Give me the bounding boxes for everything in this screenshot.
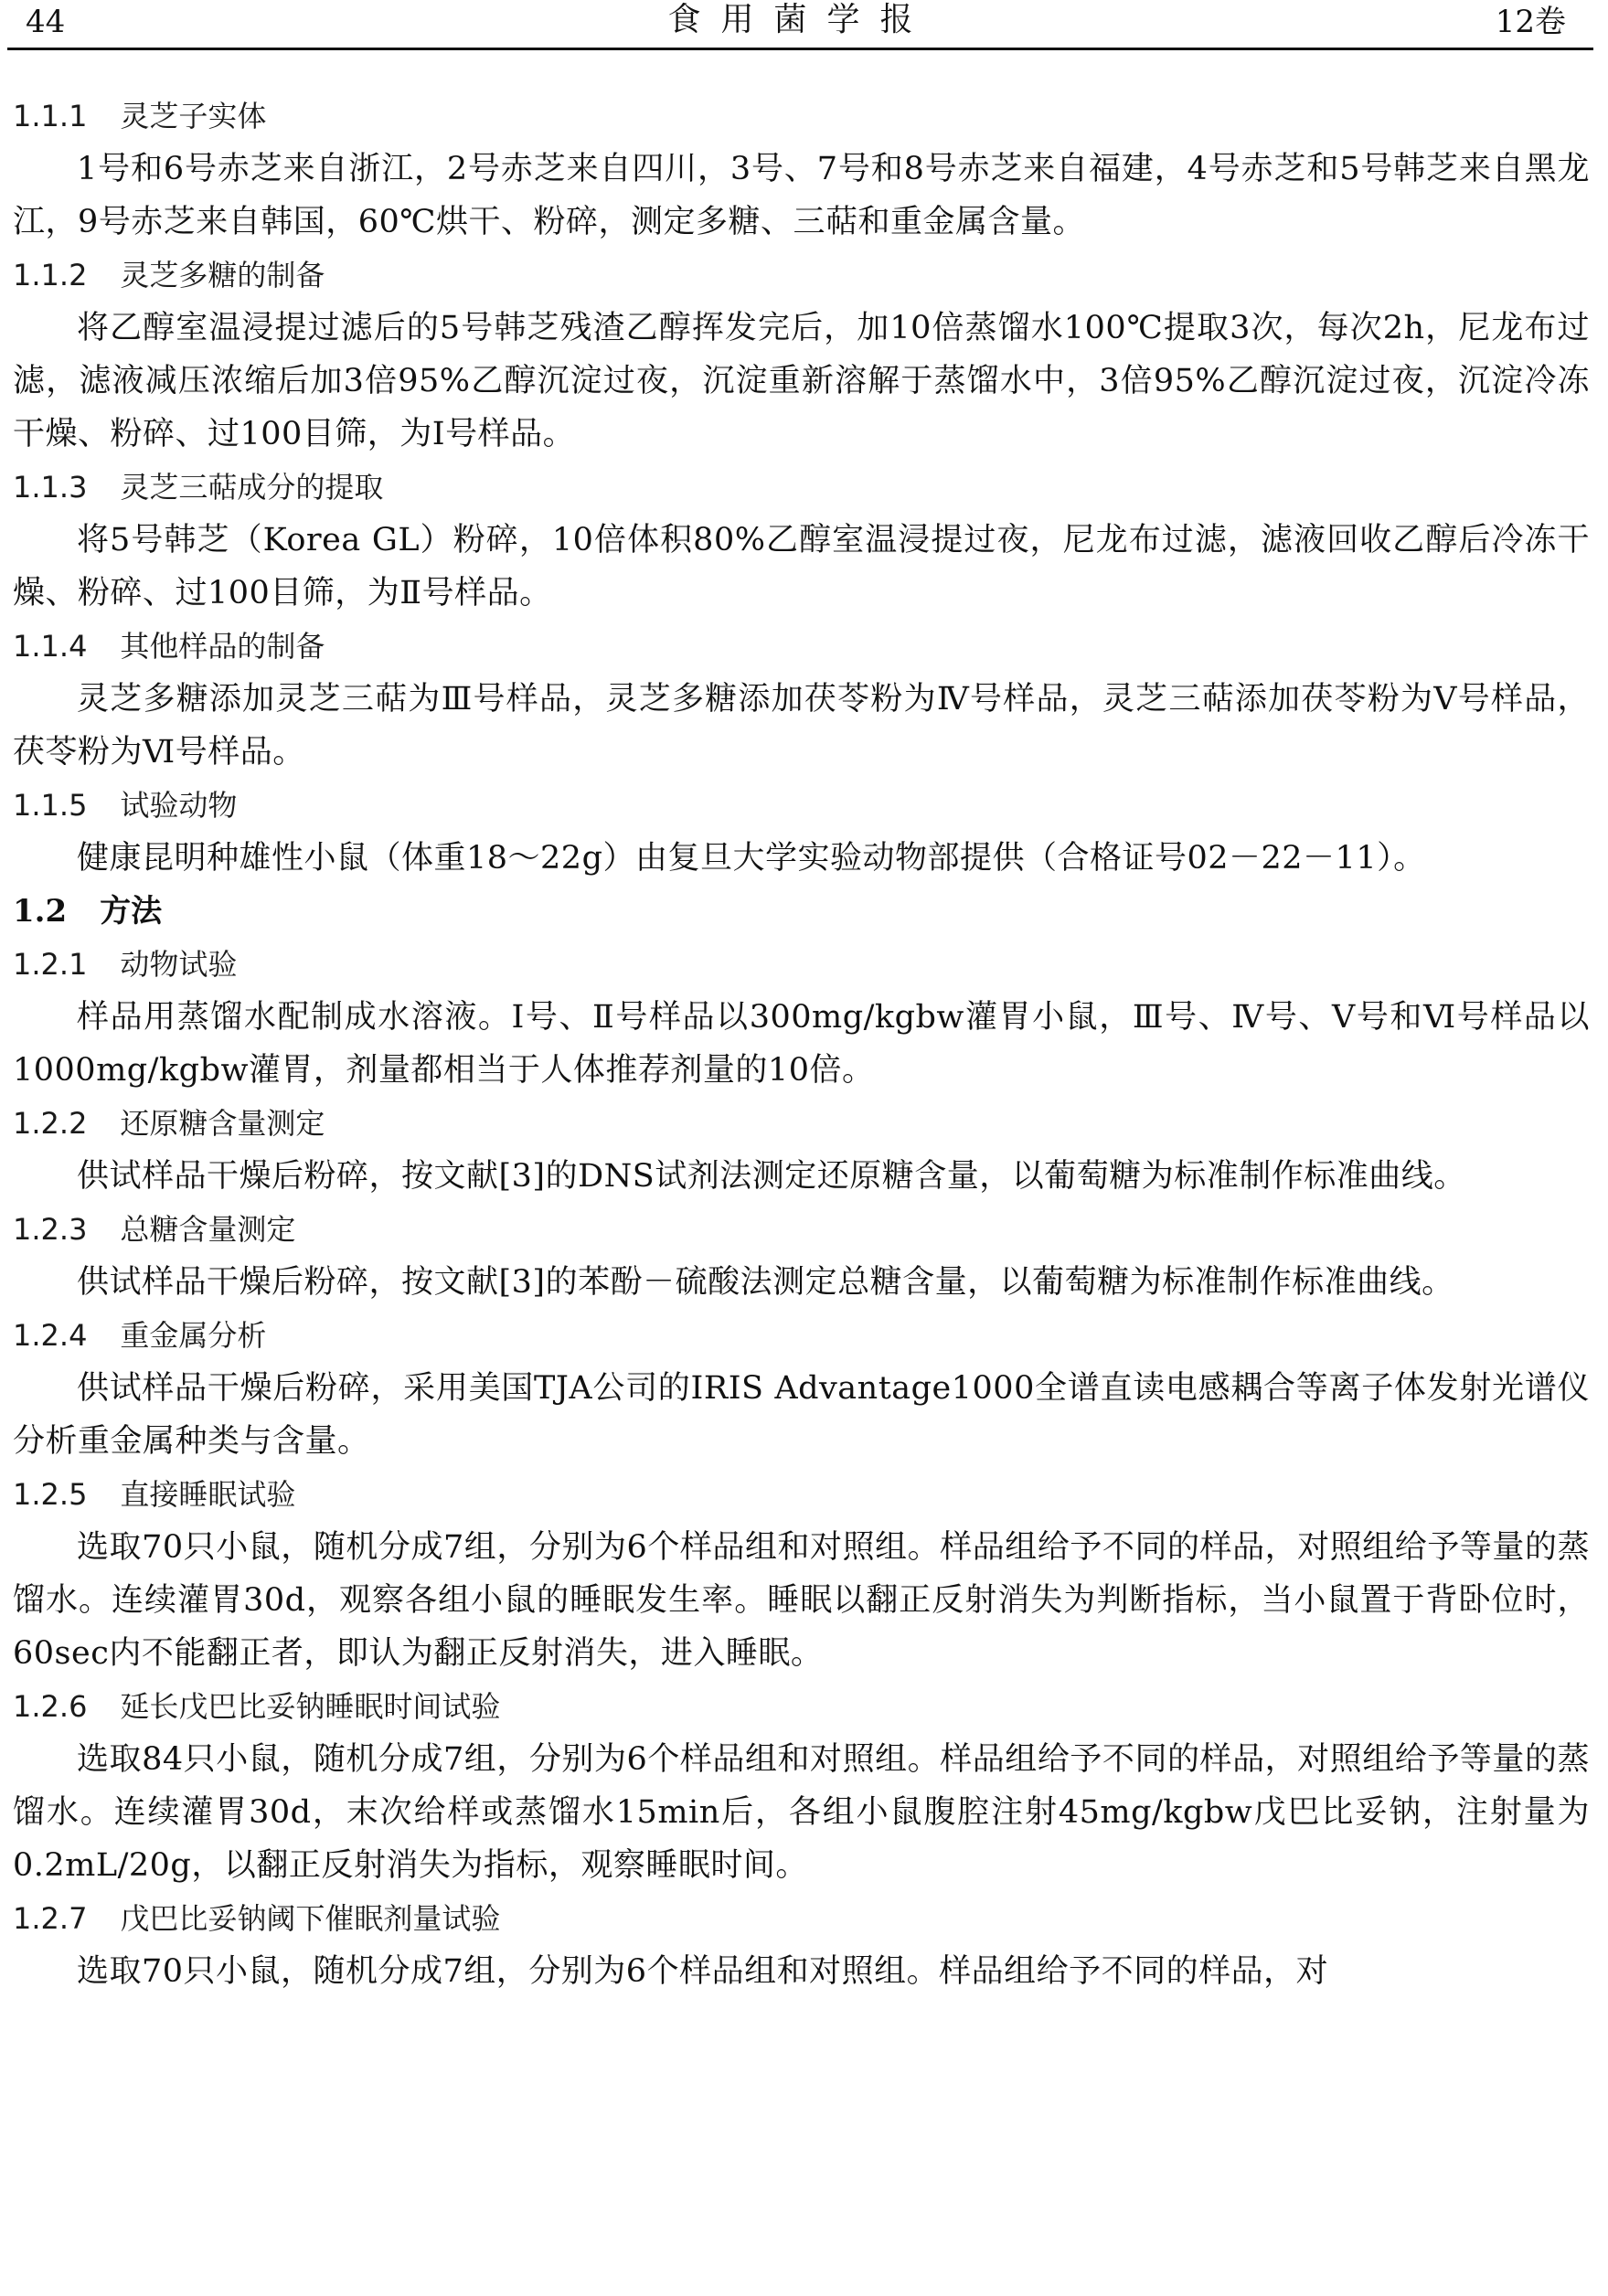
journal-title: 食用菌学报 xyxy=(667,1,933,38)
paragraph: 将乙醇室温浸提过滤后的5号韩芝残渣乙醇挥发完后，加10倍蒸馏水100℃提取3次，每次2h，尼龙布过滤，滤液减压浓缩后加3倍95%乙醇沉淀过夜，沉淀重新溶解于蒸馏水中，3倍95%乙醇沉淀过夜，沉淀冷冻干燥、粉碎、过100目筛，为Ⅰ号样品。 xyxy=(13,310,1590,452)
section-heading xyxy=(13,1680,1590,1733)
section-title: 直接睡眠试验 xyxy=(120,1477,296,1512)
header-rule xyxy=(7,48,1593,50)
section-heading xyxy=(13,1203,1590,1256)
section-title: 其他样品的制备 xyxy=(120,629,325,664)
section-number: 1.1.1 xyxy=(13,99,88,133)
section-title: 重金属分析 xyxy=(120,1318,267,1353)
section-heading xyxy=(13,1097,1590,1150)
paragraph: 灵芝多糖添加灵芝三萜为Ⅲ号样品，灵芝多糖添加茯苓粉为Ⅳ号样品，灵芝三萜添加茯苓粉为Ⅴ号样品，茯苓粉为Ⅵ号样品。 xyxy=(13,681,1590,771)
section-title: 还原糖含量测定 xyxy=(120,1106,325,1141)
section-number: 1.2.4 xyxy=(13,1318,88,1353)
section-title: 灵芝子实体 xyxy=(120,99,267,133)
article-body xyxy=(13,90,1590,1998)
section-heading xyxy=(13,779,1590,832)
paragraph: 将5号韩芝（Korea GL）粉碎，10倍体积80%乙醇室温浸提过夜，尼龙布过滤，滤液回收乙醇后冷冻干燥、粉碎、过100目筛，为Ⅱ号样品。 xyxy=(13,522,1590,611)
paragraph: 选取70只小鼠，随机分成7组，分别为6个样品组和对照组。样品组给予不同的样品，对照组给予等量的蒸馏水。连续灌胃30d，观察各组小鼠的睡眠发生率。睡眠以翻正反射消失为判断指标，当小鼠置于背卧位时，60sec内不能翻正者，即认为翻正反射消失，进入睡眠。 xyxy=(13,1529,1590,1672)
section-title: 灵芝三萜成分的提取 xyxy=(120,470,384,505)
section-title: 试验动物 xyxy=(120,788,238,823)
paragraph: 供试样品干燥后粉碎，按文献[3]的DNS试剂法测定还原糖含量，以葡萄糖为标准制作标准曲线。 xyxy=(77,1158,1466,1195)
section-heading-major xyxy=(13,885,1590,938)
paragraph: 选取70只小鼠，随机分成7组，分别为6个样品组和对照组。样品组给予不同的样品，对 xyxy=(77,1953,1329,1990)
section-number: 1.2.1 xyxy=(13,947,88,982)
section-heading xyxy=(13,249,1590,302)
section-title: 方法 xyxy=(100,893,163,930)
section-heading xyxy=(13,1892,1590,1945)
paragraph: 选取84只小鼠，随机分成7组，分别为6个样品组和对照组。样品组给予不同的样品，对照组给予等量的蒸馏水。连续灌胃30d，末次给样或蒸馏水15min后，各组小鼠腹腔注射45mg/kgbw戊巴比妥钠，注射量为0.2mL/20g，以翻正反射消失为指标，观察睡眠时间。 xyxy=(13,1741,1590,1884)
section-number: 1.2.5 xyxy=(13,1477,88,1512)
section-heading xyxy=(13,90,1590,143)
paragraph: 1号和6号赤芝来自浙江，2号赤芝来自四川，3号、7号和8号赤芝来自福建，4号赤芝和5号韩芝来自黑龙江，9号赤芝来自韩国，60℃烘干、粉碎，测定多糖、三萜和重金属含量。 xyxy=(13,151,1590,240)
running-header xyxy=(7,0,1593,49)
volume-label: 12卷 xyxy=(1495,4,1566,40)
section-number: 1.2.3 xyxy=(13,1212,88,1247)
section-number: 1.1.2 xyxy=(13,258,88,292)
paragraph: 样品用蒸馏水配制成水溶液。Ⅰ号、Ⅱ号样品以300mg/kgbw灌胃小鼠，Ⅲ号、Ⅳ号、Ⅴ号和Ⅵ号样品以1000mg/kgbw灌胃，剂量都相当于人体推荐剂量的10倍。 xyxy=(13,999,1590,1089)
section-heading xyxy=(13,620,1590,673)
section-title: 延长戊巴比妥钠睡眠时间试验 xyxy=(120,1689,501,1724)
paragraph: 供试样品干燥后粉碎，采用美国TJA公司的IRIS Advantage1000全谱直读电感耦合等离子体发射光谱仪分析重金属种类与含量。 xyxy=(13,1370,1590,1460)
section-number: 1.1.5 xyxy=(13,788,88,823)
section-title: 戊巴比妥钠阈下催眠剂量试验 xyxy=(120,1901,501,1936)
section-title: 动物试验 xyxy=(120,947,238,982)
page-number: 44 xyxy=(26,4,66,40)
section-number: 1.1.4 xyxy=(13,629,88,664)
section-heading xyxy=(13,938,1590,991)
section-number: 1.2.7 xyxy=(13,1901,88,1936)
section-heading xyxy=(13,1309,1590,1362)
paragraph: 供试样品干燥后粉碎，按文献[3]的苯酚－硫酸法测定总糖含量，以葡萄糖为标准制作标准曲线。 xyxy=(77,1264,1454,1301)
section-title: 总糖含量测定 xyxy=(120,1212,296,1247)
section-number: 1.2.6 xyxy=(13,1689,88,1724)
paragraph: 健康昆明种雄性小鼠（体重18～22g）由复旦大学实验动物部提供（合格证号02－22－11）。 xyxy=(77,840,1426,877)
section-title: 灵芝多糖的制备 xyxy=(120,258,325,292)
section-number: 1.1.3 xyxy=(13,470,88,505)
section-heading xyxy=(13,461,1590,514)
section-number: 1.2 xyxy=(13,893,68,930)
section-heading xyxy=(13,1468,1590,1521)
section-number: 1.2.2 xyxy=(13,1106,88,1141)
